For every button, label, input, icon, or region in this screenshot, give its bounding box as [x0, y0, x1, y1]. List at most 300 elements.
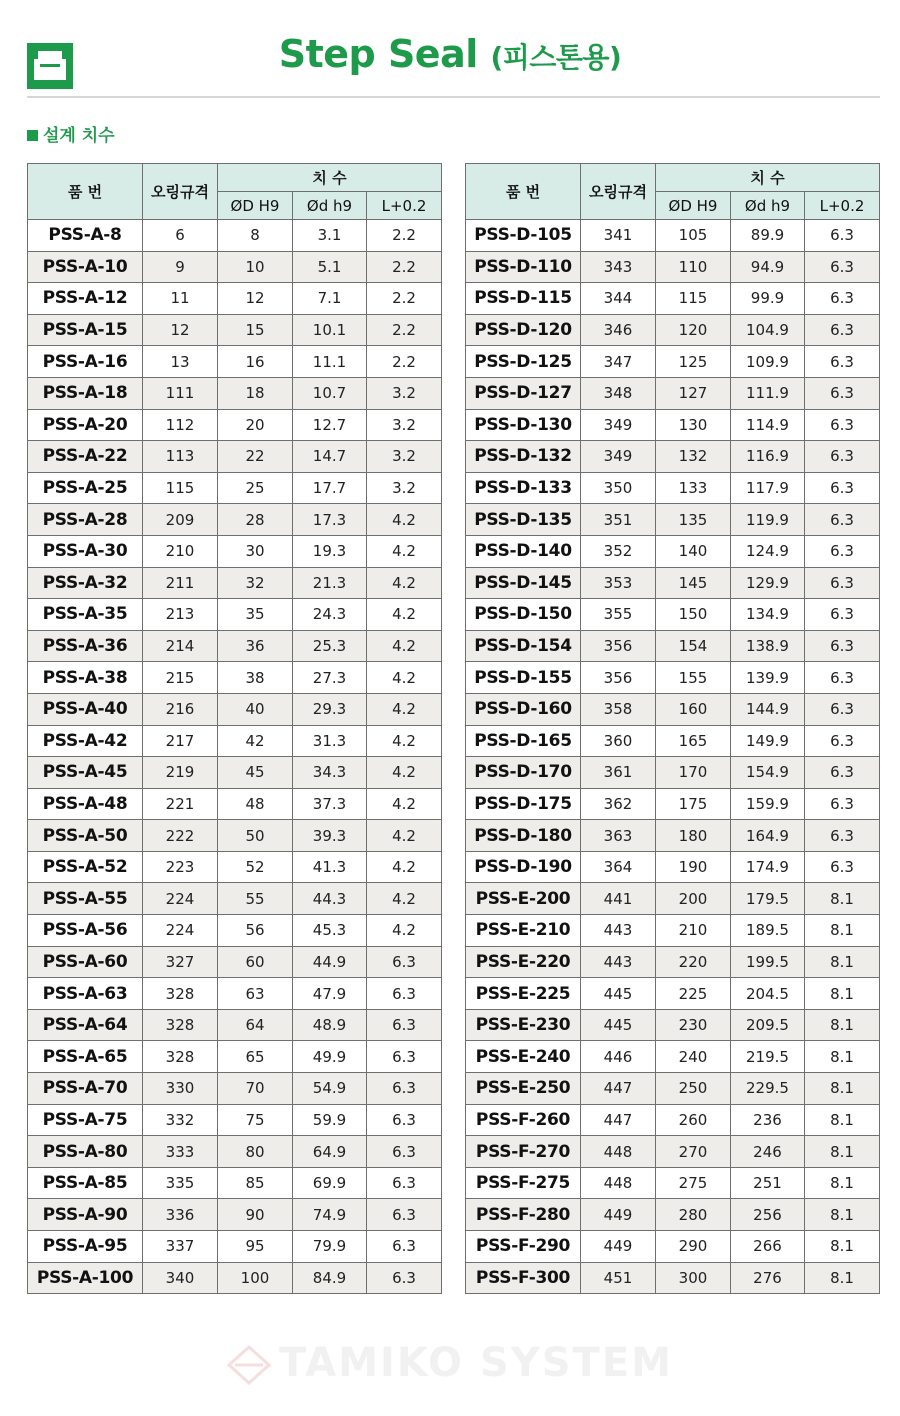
table-row [466, 314, 880, 346]
cell-d: 39.3 [293, 820, 367, 852]
cell-d: 48.9 [293, 1009, 367, 1041]
table-row [28, 346, 442, 378]
cell-D: 127 [656, 377, 731, 409]
cell-oring: 13 [143, 346, 218, 378]
cell-oring: 449 [581, 1231, 656, 1263]
cell-d: 229.5 [731, 1073, 805, 1105]
cell-oring: 356 [581, 662, 656, 694]
table-row [466, 535, 880, 567]
cell-d: 41.3 [293, 851, 367, 883]
cell-D: 115 [656, 283, 731, 315]
cell-oring: 343 [581, 251, 656, 283]
cell-part-no: PSS-D-125 [466, 346, 581, 378]
cell-d: 256 [731, 1199, 805, 1231]
cell-D: 230 [656, 1009, 731, 1041]
cell-part-no: PSS-E-240 [466, 1041, 581, 1073]
cell-L: 6.3 [805, 757, 880, 789]
cell-part-no: PSS-D-135 [466, 504, 581, 536]
cell-L: 4.2 [367, 788, 442, 820]
cell-D: 130 [656, 409, 731, 441]
cell-D: 190 [656, 851, 731, 883]
table-row [466, 1199, 880, 1231]
table-row [466, 377, 880, 409]
cell-L: 4.2 [367, 630, 442, 662]
cell-part-no: PSS-A-63 [28, 978, 143, 1010]
cell-part-no: PSS-A-85 [28, 1167, 143, 1199]
cell-oring: 352 [581, 535, 656, 567]
table-row [466, 1104, 880, 1136]
cell-D: 12 [218, 283, 293, 315]
cell-d: 5.1 [293, 251, 367, 283]
cell-oring: 346 [581, 314, 656, 346]
cell-L: 8.1 [805, 1167, 880, 1199]
cell-part-no: PSS-A-45 [28, 757, 143, 789]
cell-D: 155 [656, 662, 731, 694]
cell-D: 260 [656, 1104, 731, 1136]
table-row [28, 946, 442, 978]
cell-d: 47.9 [293, 978, 367, 1010]
table-row [28, 757, 442, 789]
cell-oring: 336 [143, 1199, 218, 1231]
table-row [466, 472, 880, 504]
cell-oring: 335 [143, 1167, 218, 1199]
cell-D: 145 [656, 567, 731, 599]
cell-d: 276 [731, 1262, 805, 1294]
cell-oring: 348 [581, 377, 656, 409]
cell-D: 20 [218, 409, 293, 441]
table-row [466, 251, 880, 283]
cell-L: 6.3 [805, 662, 880, 694]
cell-part-no: PSS-A-32 [28, 567, 143, 599]
cell-L: 8.1 [805, 1009, 880, 1041]
cell-part-no: PSS-D-115 [466, 283, 581, 315]
cell-d: 45.3 [293, 915, 367, 947]
cell-d: 44.3 [293, 883, 367, 915]
cell-d: 266 [731, 1231, 805, 1263]
table-row [28, 599, 442, 631]
cell-d: 251 [731, 1167, 805, 1199]
cell-part-no: PSS-A-18 [28, 377, 143, 409]
header-dimensions: 치 수 [218, 164, 442, 192]
cell-d: 25.3 [293, 630, 367, 662]
cell-d: 34.3 [293, 757, 367, 789]
cell-L: 6.3 [805, 567, 880, 599]
cell-d: 179.5 [731, 883, 805, 915]
table-row [466, 851, 880, 883]
cell-D: 270 [656, 1136, 731, 1168]
table-row [28, 1262, 442, 1294]
header-col-D: ØD H9 [218, 192, 293, 220]
cell-oring: 211 [143, 567, 218, 599]
cell-d: 3.1 [293, 220, 367, 252]
cell-d: 109.9 [731, 346, 805, 378]
cell-oring: 349 [581, 409, 656, 441]
cell-oring: 356 [581, 630, 656, 662]
table-row [466, 915, 880, 947]
cell-L: 2.2 [367, 346, 442, 378]
table-row [466, 725, 880, 757]
header-col-d: Ød h9 [293, 192, 367, 220]
cell-L: 6.3 [805, 693, 880, 725]
cell-L: 6.3 [367, 1041, 442, 1073]
watermark-logo-icon [227, 1345, 271, 1385]
cell-L: 8.1 [805, 978, 880, 1010]
cell-L: 6.3 [367, 946, 442, 978]
cell-L: 2.2 [367, 314, 442, 346]
header-col-D: ØD H9 [656, 192, 731, 220]
cell-oring: 361 [581, 757, 656, 789]
cell-L: 6.3 [367, 1104, 442, 1136]
cell-part-no: PSS-F-280 [466, 1199, 581, 1231]
cell-part-no: PSS-A-20 [28, 409, 143, 441]
cell-L: 6.3 [805, 472, 880, 504]
cell-d: 37.3 [293, 788, 367, 820]
cell-oring: 363 [581, 820, 656, 852]
cell-d: 59.9 [293, 1104, 367, 1136]
cell-oring: 445 [581, 1009, 656, 1041]
cell-oring: 347 [581, 346, 656, 378]
table-row [28, 851, 442, 883]
cell-oring: 332 [143, 1104, 218, 1136]
cell-oring: 223 [143, 851, 218, 883]
cell-d: 246 [731, 1136, 805, 1168]
header-col-L: L+0.2 [367, 192, 442, 220]
cell-D: 64 [218, 1009, 293, 1041]
cell-D: 280 [656, 1199, 731, 1231]
cell-L: 6.3 [805, 788, 880, 820]
cell-D: 32 [218, 567, 293, 599]
cell-D: 80 [218, 1136, 293, 1168]
table-row [28, 820, 442, 852]
table-row [466, 946, 880, 978]
cell-L: 4.2 [367, 535, 442, 567]
cell-d: 89.9 [731, 220, 805, 252]
cell-part-no: PSS-D-132 [466, 441, 581, 473]
cell-D: 135 [656, 504, 731, 536]
table-row [466, 978, 880, 1010]
table-row [28, 472, 442, 504]
cell-d: 69.9 [293, 1167, 367, 1199]
cell-part-no: PSS-F-260 [466, 1104, 581, 1136]
table-row [466, 1167, 880, 1199]
cell-oring: 337 [143, 1231, 218, 1263]
cell-part-no: PSS-D-154 [466, 630, 581, 662]
cell-part-no: PSS-A-42 [28, 725, 143, 757]
cell-oring: 210 [143, 535, 218, 567]
cell-L: 6.3 [805, 820, 880, 852]
cell-D: 220 [656, 946, 731, 978]
table-row [466, 757, 880, 789]
cell-part-no: PSS-A-75 [28, 1104, 143, 1136]
cell-L: 8.1 [805, 1262, 880, 1294]
table-row [28, 1136, 442, 1168]
cell-part-no: PSS-D-145 [466, 567, 581, 599]
cell-L: 6.3 [805, 346, 880, 378]
cell-L: 4.2 [367, 662, 442, 694]
cell-part-no: PSS-D-140 [466, 535, 581, 567]
cell-part-no: PSS-A-90 [28, 1199, 143, 1231]
cell-oring: 443 [581, 915, 656, 947]
cell-oring: 115 [143, 472, 218, 504]
table-row [28, 1009, 442, 1041]
watermark [0, 1340, 900, 1390]
cell-L: 6.3 [805, 725, 880, 757]
cell-D: 16 [218, 346, 293, 378]
cell-oring: 209 [143, 504, 218, 536]
cell-part-no: PSS-F-270 [466, 1136, 581, 1168]
table-row [28, 883, 442, 915]
header-part-no: 품 번 [28, 164, 143, 220]
table-row [466, 1262, 880, 1294]
cell-L: 8.1 [805, 883, 880, 915]
cell-L: 4.2 [367, 851, 442, 883]
cell-D: 154 [656, 630, 731, 662]
cell-part-no: PSS-A-65 [28, 1041, 143, 1073]
cell-D: 18 [218, 377, 293, 409]
cell-part-no: PSS-A-12 [28, 283, 143, 315]
cell-part-no: PSS-D-120 [466, 314, 581, 346]
cell-part-no: PSS-D-175 [466, 788, 581, 820]
cell-oring: 217 [143, 725, 218, 757]
cell-d: 29.3 [293, 693, 367, 725]
table-row [28, 1104, 442, 1136]
cell-D: 70 [218, 1073, 293, 1105]
cell-part-no: PSS-A-55 [28, 883, 143, 915]
cell-L: 4.2 [367, 599, 442, 631]
cell-part-no: PSS-E-210 [466, 915, 581, 947]
cell-part-no: PSS-A-95 [28, 1231, 143, 1263]
cell-d: 19.3 [293, 535, 367, 567]
cell-oring: 216 [143, 693, 218, 725]
cell-L: 8.1 [805, 1104, 880, 1136]
cell-d: 144.9 [731, 693, 805, 725]
cell-D: 133 [656, 472, 731, 504]
cell-part-no: PSS-A-28 [28, 504, 143, 536]
table-row [466, 567, 880, 599]
table-row [466, 409, 880, 441]
cell-part-no: PSS-A-30 [28, 535, 143, 567]
header-col-d: Ød h9 [731, 192, 805, 220]
cell-part-no: PSS-A-35 [28, 599, 143, 631]
cell-d: 44.9 [293, 946, 367, 978]
cell-part-no: PSS-A-100 [28, 1262, 143, 1294]
cell-D: 65 [218, 1041, 293, 1073]
cell-D: 132 [656, 441, 731, 473]
cell-oring: 341 [581, 220, 656, 252]
cell-d: 12.7 [293, 409, 367, 441]
table-row [28, 725, 442, 757]
cell-D: 60 [218, 946, 293, 978]
cell-oring: 11 [143, 283, 218, 315]
cell-part-no: PSS-A-70 [28, 1073, 143, 1105]
cell-oring: 364 [581, 851, 656, 883]
cell-part-no: PSS-E-200 [466, 883, 581, 915]
cell-L: 6.3 [805, 504, 880, 536]
cell-L: 8.1 [805, 915, 880, 947]
cell-part-no: PSS-D-170 [466, 757, 581, 789]
cell-part-no: PSS-A-15 [28, 314, 143, 346]
cell-oring: 362 [581, 788, 656, 820]
cell-part-no: PSS-A-52 [28, 851, 143, 883]
cell-L: 4.2 [367, 725, 442, 757]
cell-oring: 443 [581, 946, 656, 978]
cell-part-no: PSS-D-160 [466, 693, 581, 725]
table-row [28, 915, 442, 947]
cell-D: 50 [218, 820, 293, 852]
cell-D: 170 [656, 757, 731, 789]
cell-d: 99.9 [731, 283, 805, 315]
cell-part-no: PSS-D-105 [466, 220, 581, 252]
cell-d: 21.3 [293, 567, 367, 599]
cell-D: 120 [656, 314, 731, 346]
cell-d: 149.9 [731, 725, 805, 757]
cell-L: 4.2 [367, 693, 442, 725]
table-row [28, 504, 442, 536]
cell-part-no: PSS-F-300 [466, 1262, 581, 1294]
cell-d: 11.1 [293, 346, 367, 378]
cell-D: 40 [218, 693, 293, 725]
table-row [28, 630, 442, 662]
section-label: 설계 치수 [43, 126, 115, 146]
table-row [28, 1167, 442, 1199]
cell-oring: 441 [581, 883, 656, 915]
cell-D: 36 [218, 630, 293, 662]
cell-oring: 448 [581, 1136, 656, 1168]
cell-part-no: PSS-A-38 [28, 662, 143, 694]
cell-d: 74.9 [293, 1199, 367, 1231]
cell-D: 250 [656, 1073, 731, 1105]
cell-part-no: PSS-E-250 [466, 1073, 581, 1105]
cell-part-no: PSS-A-48 [28, 788, 143, 820]
header-dimensions: 치 수 [656, 164, 880, 192]
table-row [28, 409, 442, 441]
cell-oring: 111 [143, 377, 218, 409]
cell-d: 164.9 [731, 820, 805, 852]
cell-L: 6.3 [367, 1136, 442, 1168]
cell-L: 6.3 [367, 1199, 442, 1231]
page-title [150, 32, 750, 76]
cell-d: 159.9 [731, 788, 805, 820]
cell-part-no: PSS-D-130 [466, 409, 581, 441]
cell-D: 180 [656, 820, 731, 852]
cell-oring: 219 [143, 757, 218, 789]
table-row [466, 883, 880, 915]
cell-d: 111.9 [731, 377, 805, 409]
cell-part-no: PSS-A-10 [28, 251, 143, 283]
table-row [466, 820, 880, 852]
table-row [28, 693, 442, 725]
cell-d: 138.9 [731, 630, 805, 662]
cell-D: 125 [656, 346, 731, 378]
cell-L: 4.2 [367, 883, 442, 915]
cell-d: 189.5 [731, 915, 805, 947]
cell-d: 174.9 [731, 851, 805, 883]
cell-d: 209.5 [731, 1009, 805, 1041]
cell-L: 4.2 [367, 915, 442, 947]
cell-d: 27.3 [293, 662, 367, 694]
cell-oring: 215 [143, 662, 218, 694]
table-row [466, 283, 880, 315]
title-sub: (피스톤용) [490, 41, 622, 74]
cell-D: 275 [656, 1167, 731, 1199]
cell-D: 210 [656, 915, 731, 947]
cell-oring: 358 [581, 693, 656, 725]
cell-oring: 448 [581, 1167, 656, 1199]
cell-d: 129.9 [731, 567, 805, 599]
cell-D: 52 [218, 851, 293, 883]
cell-part-no: PSS-D-133 [466, 472, 581, 504]
cell-D: 30 [218, 535, 293, 567]
cell-L: 6.3 [805, 251, 880, 283]
cell-d: 134.9 [731, 599, 805, 631]
cell-L: 6.3 [367, 1262, 442, 1294]
table-row [466, 693, 880, 725]
cell-D: 300 [656, 1262, 731, 1294]
cell-L: 6.3 [805, 599, 880, 631]
cell-part-no: PSS-A-36 [28, 630, 143, 662]
cell-d: 114.9 [731, 409, 805, 441]
cell-L: 6.3 [805, 441, 880, 473]
cell-d: 199.5 [731, 946, 805, 978]
table-row [28, 1231, 442, 1263]
table-row [28, 283, 442, 315]
cell-L: 3.2 [367, 441, 442, 473]
cell-L: 6.3 [805, 377, 880, 409]
cell-oring: 328 [143, 1041, 218, 1073]
table-row [28, 251, 442, 283]
cell-d: 79.9 [293, 1231, 367, 1263]
cell-D: 42 [218, 725, 293, 757]
cell-oring: 213 [143, 599, 218, 631]
cell-L: 8.1 [805, 1073, 880, 1105]
cell-oring: 355 [581, 599, 656, 631]
table-row [466, 1136, 880, 1168]
cell-d: 64.9 [293, 1136, 367, 1168]
cell-oring: 112 [143, 409, 218, 441]
cell-L: 6.3 [805, 220, 880, 252]
cell-L: 2.2 [367, 283, 442, 315]
cell-oring: 328 [143, 1009, 218, 1041]
cell-L: 6.3 [367, 1073, 442, 1105]
table-row [28, 978, 442, 1010]
cell-L: 6.3 [805, 314, 880, 346]
cell-D: 10 [218, 251, 293, 283]
cell-oring: 351 [581, 504, 656, 536]
cell-d: 49.9 [293, 1041, 367, 1073]
cell-oring: 445 [581, 978, 656, 1010]
cell-D: 105 [656, 220, 731, 252]
cell-d: 17.7 [293, 472, 367, 504]
cell-L: 6.3 [805, 851, 880, 883]
cell-L: 4.2 [367, 567, 442, 599]
cell-D: 22 [218, 441, 293, 473]
cell-part-no: PSS-D-180 [466, 820, 581, 852]
cell-oring: 327 [143, 946, 218, 978]
cell-D: 75 [218, 1104, 293, 1136]
cell-part-no: PSS-A-60 [28, 946, 143, 978]
header-col-L: L+0.2 [805, 192, 880, 220]
cell-d: 17.3 [293, 504, 367, 536]
cell-D: 63 [218, 978, 293, 1010]
cell-D: 38 [218, 662, 293, 694]
cell-D: 240 [656, 1041, 731, 1073]
cell-part-no: PSS-E-220 [466, 946, 581, 978]
cell-D: 225 [656, 978, 731, 1010]
cell-d: 219.5 [731, 1041, 805, 1073]
title-main: Step Seal [278, 32, 478, 76]
cell-L: 3.2 [367, 472, 442, 504]
cell-L: 6.3 [367, 1231, 442, 1263]
